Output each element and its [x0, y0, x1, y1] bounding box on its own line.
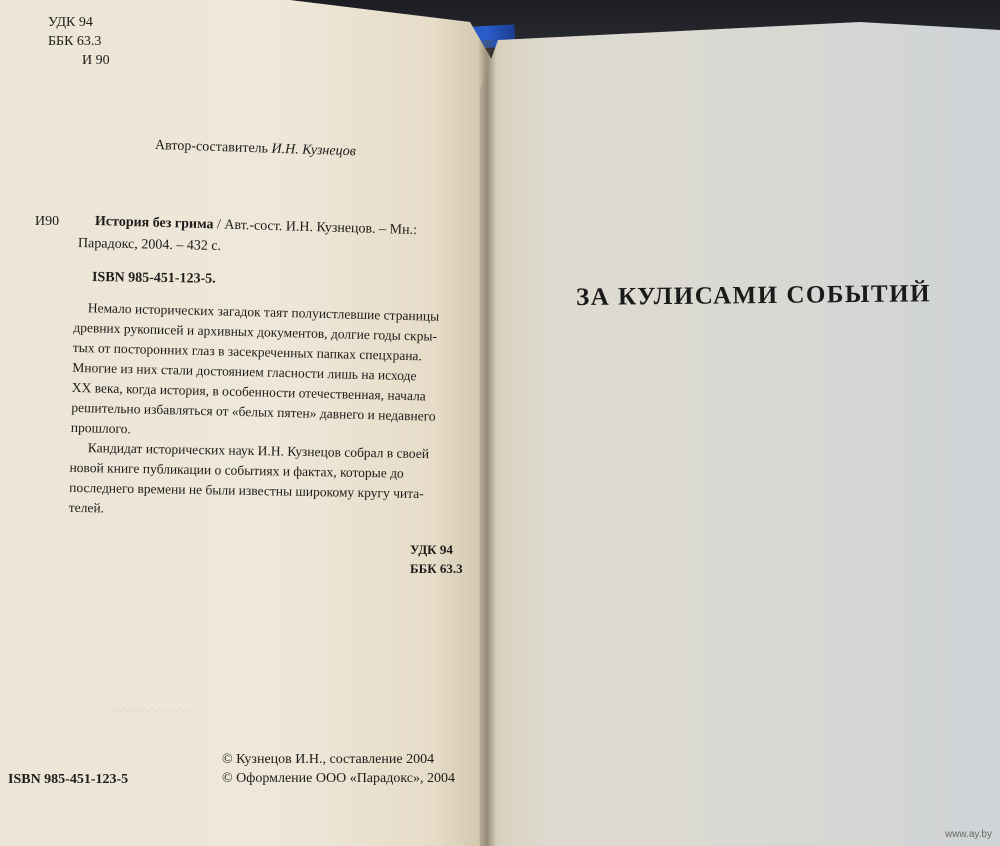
- isbn-footer: ISBN 985-451-123-5: [8, 772, 129, 787]
- bleed-through-mark: 〰〰〰〰〰〰: [110, 704, 194, 719]
- paragraph-line: древних рукописей и архивных документов, долгие годы скры-: [73, 319, 438, 344]
- bbk-footer-line: ББК 63.3: [410, 561, 463, 576]
- compiler-label: Автор-составитель: [154, 138, 269, 157]
- udc-footer-line: УДК 94: [410, 542, 453, 557]
- paragraph-line: Многие из них стали достоянием гласности лишь на исходе: [72, 359, 417, 384]
- paragraph-line: тых от посторонних глаз в засекреченных папках спецхрана.: [72, 339, 423, 364]
- compiler-name: И.Н. Кузнецов: [271, 141, 357, 160]
- bbk-header-line: ББК 63.3: [48, 34, 102, 49]
- biblio-code: И90: [35, 214, 60, 229]
- paragraph-line: новой книге публикации о событиях и фактах, которые до: [69, 459, 404, 481]
- copyright-line-1: © Кузнецов И.Н., составление 2004: [222, 752, 435, 767]
- paragraph-line: последнего времени не были известны широкому кругу чита-: [69, 479, 424, 502]
- copyright-line-2: © Оформление ООО «Парадокс», 2004: [222, 771, 456, 786]
- paragraph-line: Немало исторических загадок таят полуистлевшие страницы: [87, 300, 440, 324]
- udc-header-line: УДК 94: [48, 15, 93, 30]
- paragraph-line: Кандидат исторических наук И.Н. Кузнецов собрал в своей: [87, 440, 430, 462]
- chapter-title: ЗА КУЛИСАМИ СОБЫТИЙ: [575, 280, 932, 311]
- biblio-rest: / Авт.-сост. И.Н. Кузнецов. – Мн.:: [216, 217, 418, 238]
- watermark-text: www.ay.by: [944, 829, 992, 840]
- paragraph-line: прошлого.: [70, 419, 131, 437]
- isbn-main: ISBN 985-451-123-5.: [91, 270, 216, 287]
- paragraph-line: телей.: [68, 499, 105, 516]
- right-page: [480, 0, 1000, 846]
- paragraph-line: решительно избавляться от «белых пятен» давнего и недавнего: [71, 399, 436, 424]
- biblio-line-2: Парадокс, 2004. – 432 с.: [77, 236, 222, 254]
- book-title: История без грима: [94, 214, 214, 233]
- book-gutter: [478, 40, 496, 846]
- author-mark-header: И 90: [82, 53, 110, 68]
- paragraph-line: XX века, когда история, в особенности отечественная, начала: [71, 379, 426, 404]
